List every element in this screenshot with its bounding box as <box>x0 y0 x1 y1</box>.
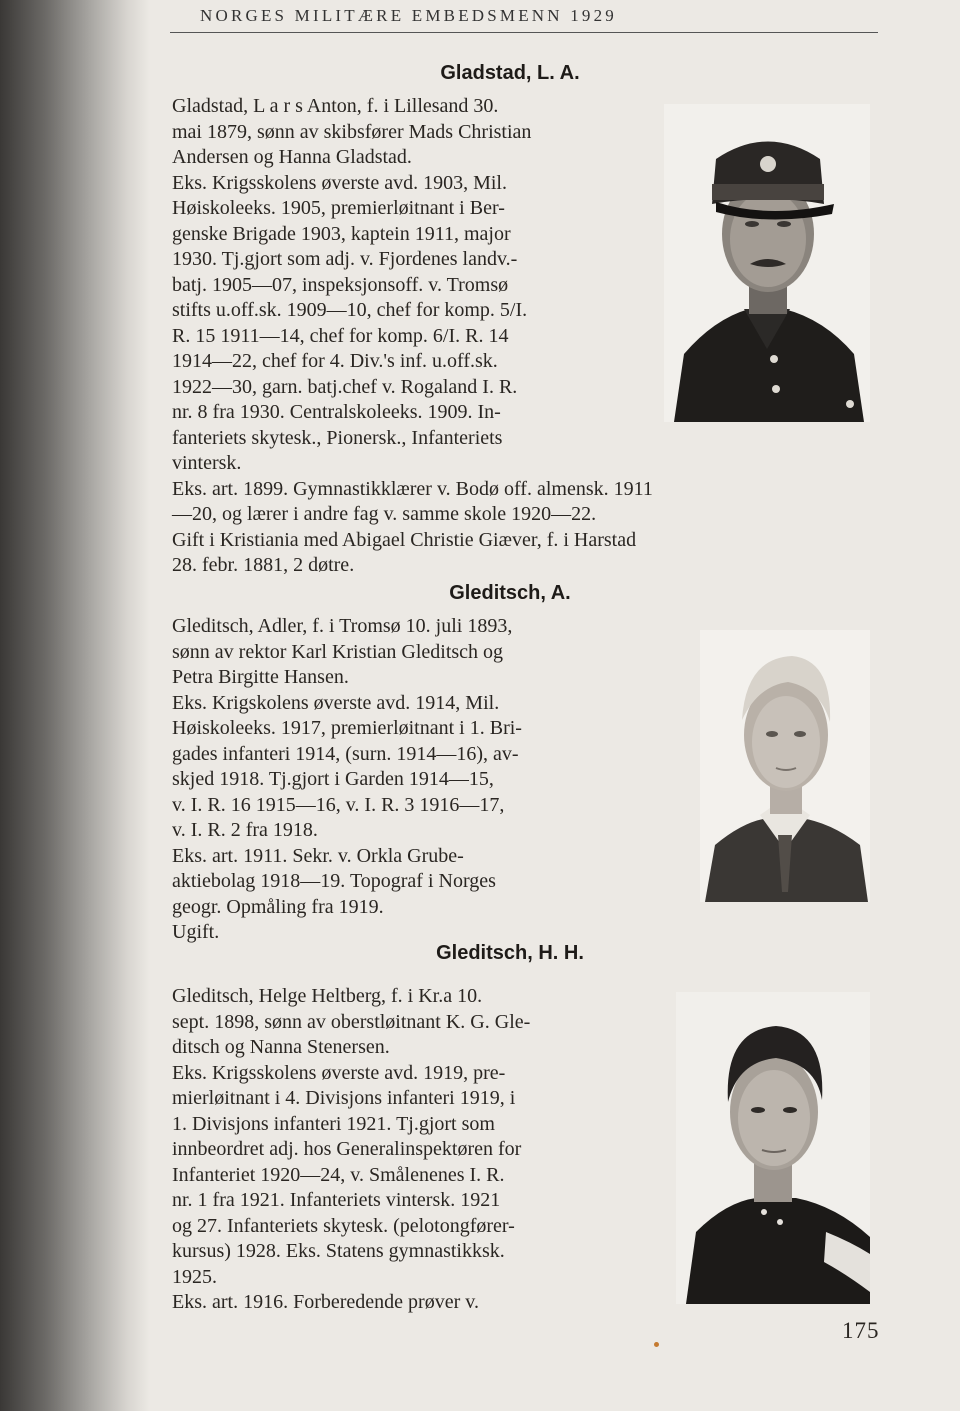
text-line: Andersen og Hanna Gladstad. <box>172 146 412 168</box>
text-line: Gleditsch, Helge Heltberg, f. i Kr.a 10. <box>172 985 483 1007</box>
text-line: v. I. R. 16 1915—16, v. I. R. 3 1916—17, <box>172 793 505 816</box>
header-rule <box>170 32 878 33</box>
text-line: Infanteriet 1920—24, v. Smålenenes I. R. <box>172 1163 505 1186</box>
portrait-photo-gleditsch-hh <box>676 992 870 1304</box>
text-line: Ugift. <box>172 921 220 943</box>
text-line: Eks. art. 1916. Forberedende prøver v. <box>172 1291 479 1313</box>
text-line: 1930. Tj.gjort som adj. v. Fjordenes landv.- <box>172 248 518 270</box>
running-head: NORGES MILITÆRE EMBEDSMENN 1929 <box>200 6 618 25</box>
text-line: gades infanteri 1914, (surn. 1914—16), av- <box>172 742 519 765</box>
entry-text-gleditsch-a <box>172 614 522 946</box>
entry-heading-gladstad: Gladstad, L. A. <box>440 62 580 84</box>
text-line: genske Brigade 1903, kaptein 1911, major <box>172 222 511 245</box>
text-line: mierløitnant i 4. Divisjons infanteri 1919, i <box>172 1087 516 1109</box>
text-line: Eks. art. 1911. Sekr. v. Orkla Grube- <box>172 844 464 867</box>
text-line: Gladstad, L a r s Anton, f. i Lillesand 30. <box>172 95 499 117</box>
text-line: 1914—22, chef for 4. Div.'s inf. u.off.sk. <box>172 350 498 372</box>
text-line: 28. febr. 1881, 2 døtre. <box>172 554 355 576</box>
text-line: Eks. Krigsskolens øverste avd. 1919, pre- <box>172 1061 506 1084</box>
entry-heading-gleditsch-a: Gleditsch, A. <box>449 582 571 604</box>
entry-text-gladstad <box>172 94 653 579</box>
text-line: R. 15 1911—14, chef for komp. 6/I. R. 14 <box>172 324 509 347</box>
text-line: aktiebolag 1918—19. Topograf i Norges <box>172 870 496 892</box>
portrait-photo-gladstad <box>664 104 870 422</box>
text-line: 1. Divisjons infanteri 1921. Tj.gjort som <box>172 1112 495 1135</box>
text-line: 1922—30, garn. batj.chef v. Rogaland I. R. <box>172 375 518 398</box>
text-line: —20, og lærer i andre fag v. samme skole 1920—22. <box>172 503 597 525</box>
text-line: nr. 1 fra 1921. Infanteriets vintersk. 1921 <box>172 1189 501 1211</box>
page-number: 175 <box>842 1318 880 1343</box>
text-line: skjed 1918. Tj.gjort i Garden 1914—15, <box>172 768 494 790</box>
entry-heading-gleditsch-hh: Gleditsch, H. H. <box>436 942 584 964</box>
text-line: mai 1879, sønn av skibsfører Mads Christian <box>172 120 532 143</box>
text-line: 1925. <box>172 1265 217 1288</box>
text-line: batj. 1905—07, inspeksjonsoff. v. Tromsø <box>172 273 509 296</box>
ink-spot <box>654 1342 659 1347</box>
text-line: sønn av rektor Karl Kristian Gleditsch og <box>172 640 504 663</box>
text-line: Eks. Krigsskolens øverste avd. 1903, Mil. <box>172 171 507 194</box>
entry-text-gleditsch-hh <box>172 984 530 1316</box>
text-line: ditsch og Nanna Stenersen. <box>172 1036 390 1058</box>
text-line: Eks. Krigskolens øverste avd. 1914, Mil. <box>172 691 500 714</box>
text-line: v. I. R. 2 fra 1918. <box>172 819 318 841</box>
text-line: stifts u.off.sk. 1909—10, chef for komp. 5/I. <box>172 299 528 321</box>
text-line: og 27. Infanteriets skytesk. (pelotongfører- <box>172 1214 515 1237</box>
text-line: Høiskoleeks. 1917, premierløitnant i 1. Bri- <box>172 717 522 739</box>
text-line: Gift i Kristiania med Abigael Christie Giæver, f. i Harstad <box>172 528 637 551</box>
text-line: innbeordret adj. hos Generalinspektøren for <box>172 1138 522 1160</box>
text-line: Gleditsch, Adler, f. i Tromsø 10. juli 1893, <box>172 615 513 637</box>
text-line: nr. 8 fra 1930. Centralskoleeks. 1909. In- <box>172 401 501 423</box>
text-line: fanteriets skytesk., Pionersk., Infanteriets <box>172 426 503 449</box>
text-line: vintersk. <box>172 452 242 474</box>
text-line: Høiskoleeks. 1905, premierløitnant i Ber- <box>172 197 505 219</box>
text-line: Eks. art. 1899. Gymnastikklærer v. Bodø off. almensk. 1911 <box>172 477 653 500</box>
text-line: geogr. Opmåling fra 1919. <box>172 895 384 918</box>
portrait-photo-gleditsch-a <box>700 630 870 902</box>
text-line: sept. 1898, sønn av oberstløitnant K. G. Gle- <box>172 1010 531 1033</box>
text-line: kursus) 1928. Eks. Statens gymnastikksk. <box>172 1240 505 1262</box>
book-gutter-shadow <box>0 0 150 1411</box>
text-line: Petra Birgitte Hansen. <box>172 666 349 688</box>
